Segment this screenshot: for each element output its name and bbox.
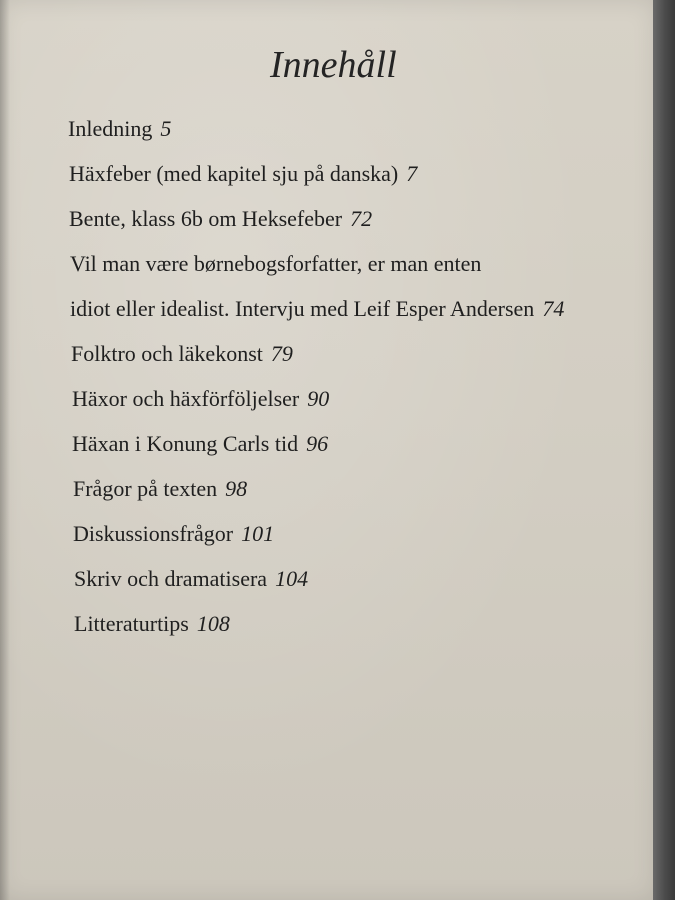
toc-entry-title: Skriv och dramatisera <box>74 566 268 591</box>
toc-entry-title: Folktro och läkekonst <box>71 341 263 366</box>
toc-entry-page: 101 <box>241 521 275 546</box>
toc-entry-page: 5 <box>160 116 172 141</box>
toc-entry-title: Häxan i Konung Carls tid <box>72 431 299 456</box>
toc-entry-page: 7 <box>406 161 418 186</box>
toc-entry-title: Häxfeber (med kapitel sju på danska) <box>69 161 399 186</box>
toc-entry-page: 96 <box>306 431 329 456</box>
toc-entry-title: Vil man være børnebogsforfatter, er man enten <box>70 251 482 276</box>
toc-entry <box>68 157 564 202</box>
table-of-contents <box>68 112 564 652</box>
toc-entry-page: 104 <box>275 566 309 591</box>
toc-entry <box>68 202 564 247</box>
toc-entry-title: Bente, klass 6b om Heksefeber <box>69 206 343 231</box>
toc-entry <box>68 607 564 652</box>
page-spine-shadow <box>0 0 10 900</box>
toc-entry-page: 108 <box>196 611 230 636</box>
toc-entry-title: Frågor på texten <box>73 476 218 501</box>
toc-entry-page: 98 <box>225 476 248 501</box>
toc-entry-page: 79 <box>270 341 293 366</box>
toc-entry-title: idiot eller idealist. Intervju med Leif Esper Andersen <box>70 296 535 321</box>
toc-entry-title: Häxor och häxförföljelser <box>72 386 300 411</box>
page-edge <box>653 0 675 900</box>
toc-entry-page: 74 <box>542 296 565 321</box>
toc-entry-title: Inledning <box>68 116 153 141</box>
toc-entry-title: Litteraturtips <box>74 611 189 636</box>
page-title: Innehåll <box>270 44 397 86</box>
toc-entry <box>68 517 564 562</box>
toc-entry-page: 72 <box>350 206 373 231</box>
toc-entry <box>68 562 564 607</box>
toc-entry-page: 90 <box>307 386 330 411</box>
toc-entry <box>68 382 564 427</box>
toc-entry <box>68 247 564 292</box>
toc-entry <box>68 112 564 157</box>
toc-entry <box>68 337 564 382</box>
toc-entry <box>68 472 564 517</box>
toc-entry <box>68 427 564 472</box>
toc-entry <box>68 292 564 337</box>
toc-entry-title: Diskussionsfrågor <box>73 521 234 546</box>
